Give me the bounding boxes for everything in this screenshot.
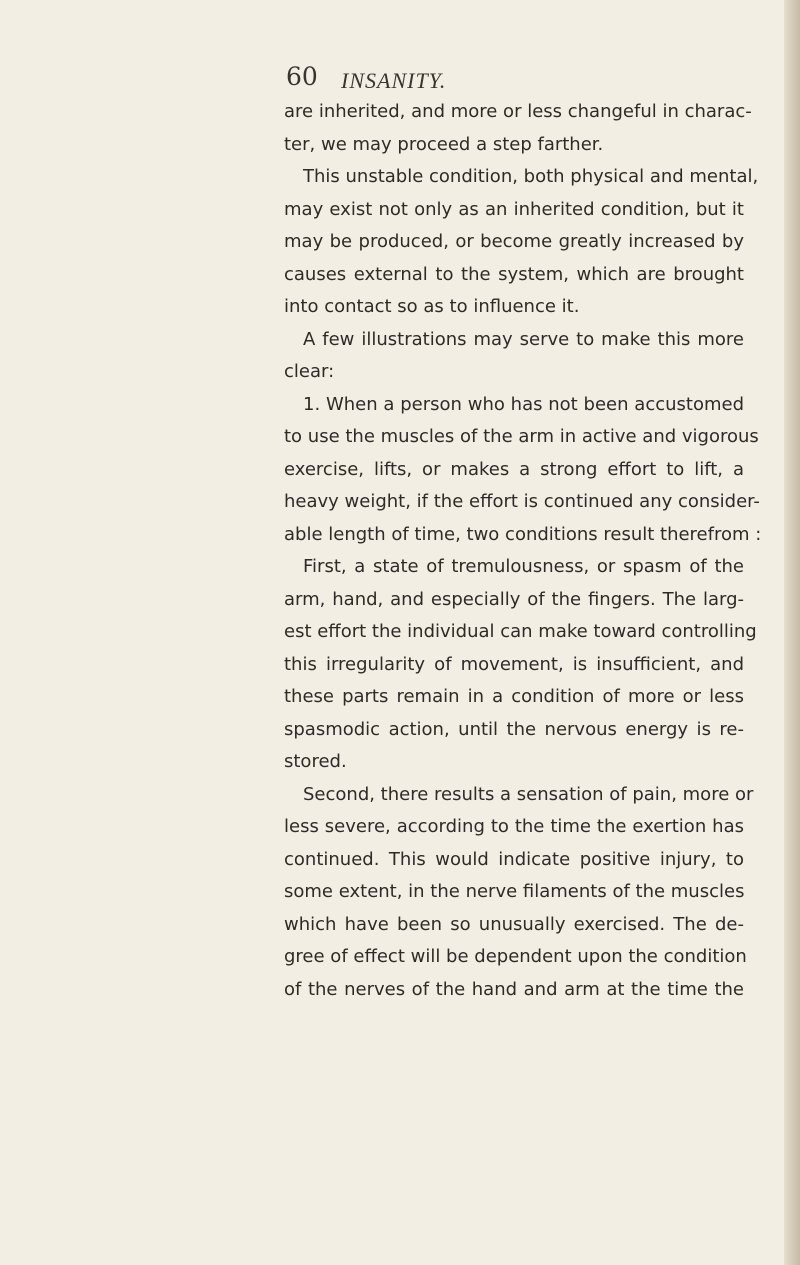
text-line: stored. <box>284 751 347 772</box>
text-line: may be produced, or become greatly increased by <box>284 231 744 252</box>
text-line: this irregularity of movement, is insufficient, and <box>284 653 744 675</box>
text-line: some extent, in the nerve filaments of the muscles <box>284 881 745 902</box>
text-line: heavy weight, if the effort is continued any consider- <box>284 491 760 512</box>
text-line: ter, we may proceed a step farther. <box>284 133 604 155</box>
page-edge-shadow <box>784 0 800 1265</box>
text-line: est effort the individual can make toward controlling <box>284 621 757 642</box>
text-line: which have been so unusually exercised. The de- <box>284 913 744 935</box>
text-line: exercise, lifts, or makes a strong effort to lift, a <box>284 458 744 480</box>
text-line: continued. This would indicate positive injury, to <box>284 848 744 870</box>
text-line: clear: <box>284 361 335 382</box>
text-line: to use the muscles of the arm in active and vigorous <box>284 426 759 447</box>
text-line: of the nerves of the hand and arm at the time the <box>284 978 744 1000</box>
text-line: A few illustrations may serve to make this more <box>303 328 744 350</box>
text-line: are inherited, and more or less changeful in charac- <box>284 101 752 122</box>
body-text <box>284 96 762 1006</box>
page-number: 60 <box>286 62 318 91</box>
text-line: spasmodic action, until the nervous energy is re- <box>284 718 744 740</box>
text-line: into contact so as to influence it. <box>284 296 580 317</box>
text-line: First, a state of tremulousness, or spasm of the <box>303 556 744 577</box>
text-line: Second, there results a sensation of pain, more or <box>303 783 754 805</box>
text-line: gree of effect will be dependent upon the condition <box>284 946 747 967</box>
text-line: causes external to the system, which are brought <box>284 263 744 285</box>
text-line: able length of time, two conditions result therefrom : <box>284 523 762 545</box>
text-line: arm, hand, and especially of the fingers. The larg- <box>284 588 744 610</box>
text-line: 1. When a person who has not been accustomed <box>303 393 744 415</box>
text-line: less severe, according to the time the exertion has <box>284 816 744 837</box>
text-line: may exist not only as an inherited condition, but it <box>284 198 744 220</box>
text-line: these parts remain in a condition of more or less <box>284 686 744 707</box>
text-line: This unstable condition, both physical and mental, <box>303 166 759 187</box>
running-title: INSANITY. <box>341 68 447 93</box>
